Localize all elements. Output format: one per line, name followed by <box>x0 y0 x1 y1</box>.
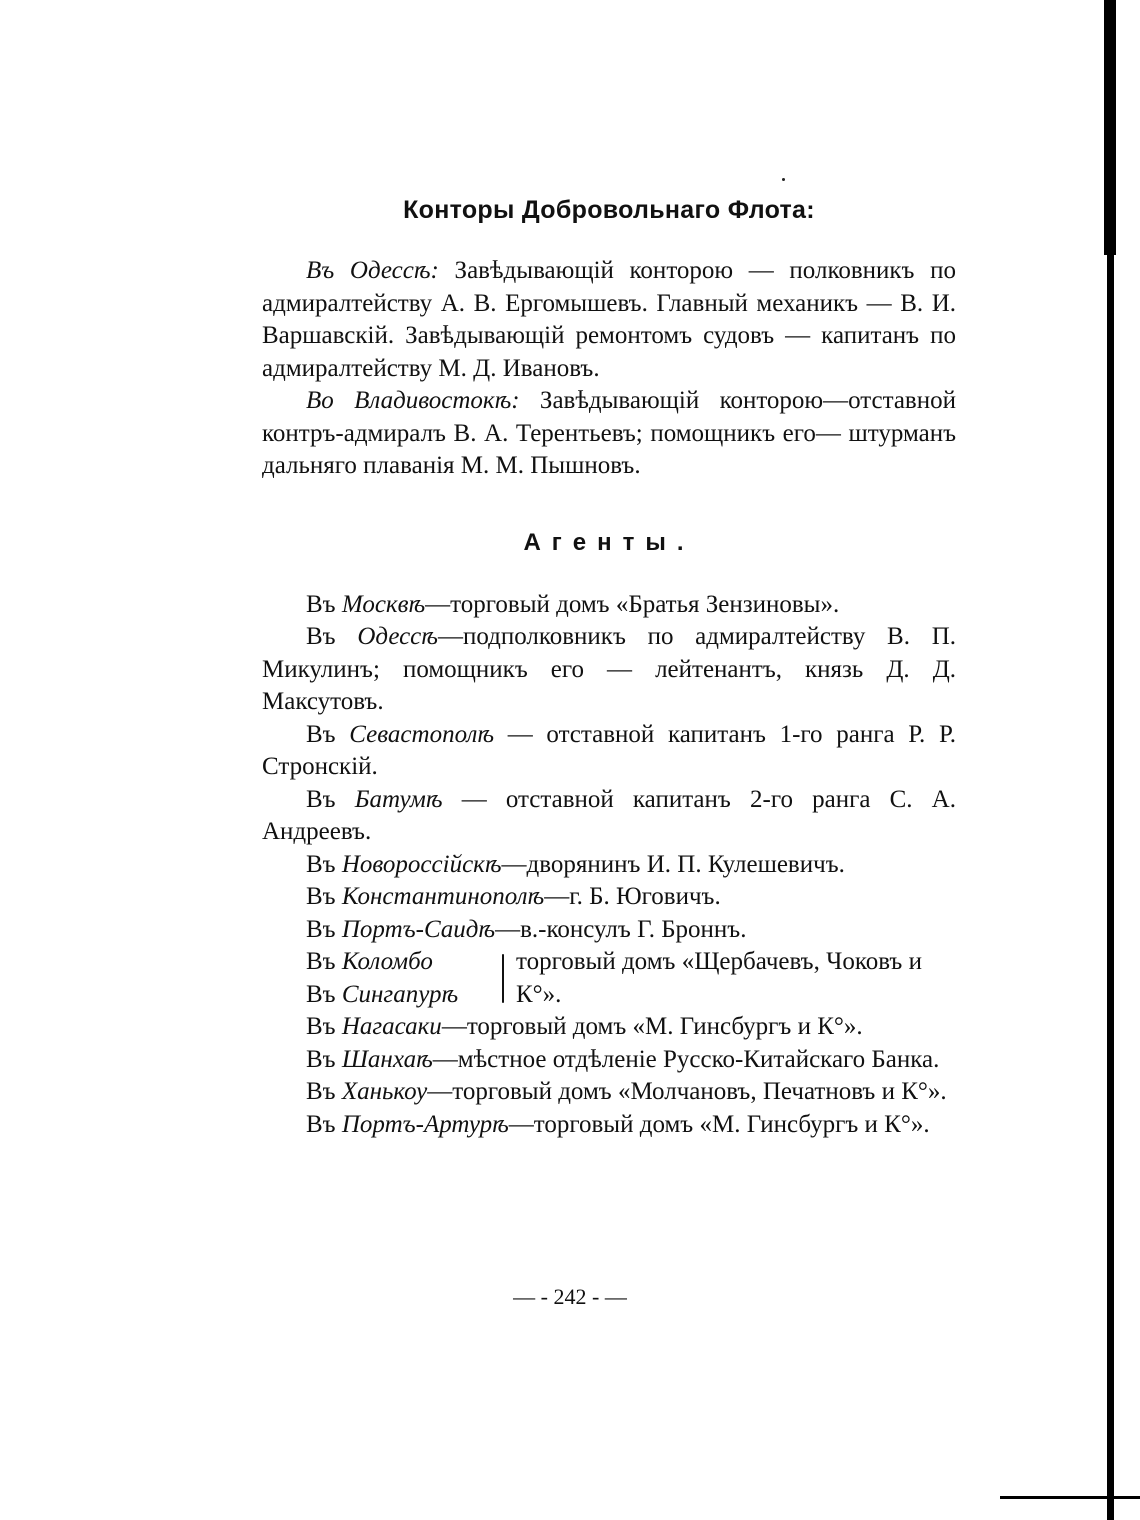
scan-edge-bar <box>1107 255 1114 1520</box>
agent-entry <box>262 849 956 882</box>
agent-place: Нагасаки <box>341 1013 442 1040</box>
agent-text: —мѣстное отдѣленіе Русско-Китайскаго Банка. <box>432 1045 940 1073</box>
agents-heading: Агенты. <box>523 528 695 556</box>
office-place: Во Владивостокѣ: <box>306 387 520 414</box>
curly-brace <box>496 946 516 1011</box>
agent-entry <box>262 881 956 914</box>
bracket-text: торговый домъ «Щербачевъ, Чоковъ и К°». <box>516 948 922 1008</box>
scan-edge-bar <box>1104 0 1116 255</box>
agent-text: —торговый домъ «М. Гинсбургъ и К°». <box>508 1110 930 1138</box>
page-number: — - 242 - — <box>513 1284 627 1309</box>
agent-text: — отставной капитанъ 2-го ранга С. А. Андреевъ. <box>262 785 956 845</box>
agent-entry <box>262 914 956 947</box>
office-paragraph <box>262 385 956 483</box>
agent-entry <box>262 719 956 784</box>
agent-entry <box>262 621 956 719</box>
agent-prefix: Въ <box>306 1110 342 1138</box>
agent-place: Москвѣ <box>341 590 426 618</box>
agent-place: Новороссійскѣ <box>341 850 502 878</box>
bracket-places <box>262 946 496 1011</box>
agent-place: Одессѣ <box>357 623 438 650</box>
agent-place: Батумѣ <box>354 785 443 813</box>
agent-place: Севастополѣ <box>349 720 495 748</box>
agent-prefix: Въ <box>306 1013 342 1040</box>
agent-entry <box>262 1076 956 1109</box>
agent-entry <box>262 1109 956 1142</box>
agent-place: Константинополѣ <box>341 883 545 910</box>
agent-prefix: Въ <box>306 883 342 910</box>
agent-text: —подполковникъ по адмиралтейству В. П. Микулинъ; помощникъ его — лейтенантъ, князь Д. Д. Максутовъ. <box>262 623 956 715</box>
agent-place: Портъ-Артурѣ <box>341 1110 509 1138</box>
agent-text: —торговый домъ «М. Гинсбургъ и К°». <box>441 1013 863 1040</box>
agent-entry <box>262 1011 956 1044</box>
agent-prefix: Въ <box>306 1078 342 1105</box>
agent-prefix: Въ <box>306 720 350 748</box>
bracket-place-line <box>306 979 496 1012</box>
agent-entry <box>262 784 956 849</box>
agent-prefix: Въ <box>306 590 342 618</box>
agent-prefix: Въ <box>306 623 358 650</box>
offices-heading: Конторы Добровольнаго Флота: <box>403 196 815 224</box>
agent-prefix: Въ <box>306 785 355 813</box>
agent-text: — отставной капитанъ 1-го ранга Р. Р. Стронскій. <box>262 720 956 780</box>
agent-text: —г. Б. Юговичъ. <box>544 883 721 910</box>
agent-text: —дворянинъ И. П. Кулешевичъ. <box>501 850 845 878</box>
agent-text: —торговый домъ «Молчановъ, Печатновъ и К°». <box>427 1078 947 1105</box>
agent-prefix: Въ <box>306 980 342 1008</box>
bracket-place-line <box>306 946 496 979</box>
bracket-group <box>262 946 956 1011</box>
agent-entry <box>262 589 956 622</box>
page-body <box>262 196 956 1141</box>
agent-place: Сингапурѣ <box>341 980 459 1008</box>
office-text: Завѣдывающій конторою—отставной контръ-адмиралъ В. А. Терентьевъ; помощникъ его— штурманъ дальняго плаванія М. М. Пышновъ. <box>262 387 956 479</box>
agent-text: —торговый домъ «Братья Зензиновы». <box>425 590 840 618</box>
agent-prefix: Въ <box>306 915 342 943</box>
agent-place: Коломбо <box>341 948 433 975</box>
agent-text: —в.-консулъ Г. Броннъ. <box>495 915 747 943</box>
scan-edge-line <box>1000 1496 1140 1499</box>
agent-place: Шанхаѣ <box>341 1045 433 1073</box>
agent-prefix: Въ <box>306 1045 342 1073</box>
agent-entry <box>262 1044 956 1077</box>
agent-prefix: Въ <box>306 850 342 878</box>
agent-prefix: Въ <box>306 948 342 975</box>
scan-speck <box>782 178 785 181</box>
office-paragraph <box>262 255 956 385</box>
office-text: Завѣдывающій конторою — полковникъ по адмиралтейству А. В. Ергомышевъ. Главный механикъ — В. И. Варшавскій. Завѣдывающій ремонтомъ судовъ — капитанъ по адмиралтейству М. Д. Ивановъ. <box>262 257 956 382</box>
agent-place: Ханькоу <box>341 1078 428 1105</box>
office-place: Въ Одессѣ: <box>306 257 439 284</box>
agent-place: Портъ-Саидѣ <box>341 915 496 943</box>
